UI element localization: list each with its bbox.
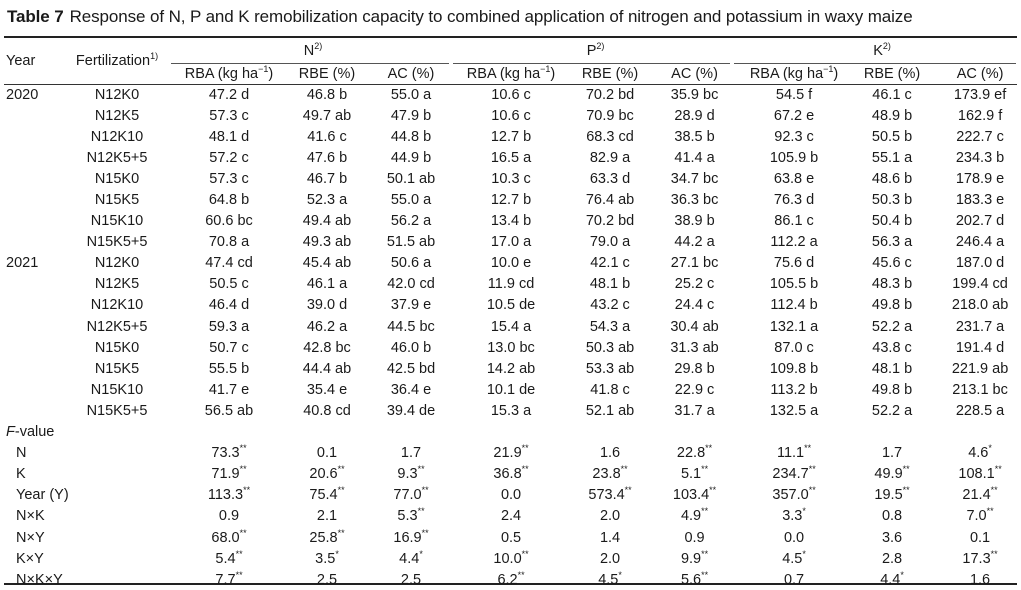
value-cell: 63.3 d <box>589 170 631 187</box>
fvalue-row <box>4 548 1021 569</box>
year-cell: 2021 <box>6 255 39 272</box>
col-rbe-header: RBE (%) <box>298 65 356 82</box>
value-cell: 113.2 b <box>770 381 818 398</box>
table-row <box>4 379 1021 400</box>
fertilization-cell: N12K0 <box>94 86 140 103</box>
value-cell: 27.1 bc <box>670 255 719 272</box>
fvalue-cell: 68.0** <box>211 527 247 546</box>
value-cell: 46.1 c <box>872 86 912 103</box>
value-cell: 199.4 cd <box>952 276 1008 293</box>
value-cell: 105.9 b <box>769 149 819 166</box>
value-cell: 60.6 bc <box>205 213 253 230</box>
fvalue-cell: 3.5* <box>315 548 339 567</box>
value-cell: 112.4 b <box>770 297 818 314</box>
value-cell: 52.3 a <box>306 192 348 209</box>
group-header-p: $P^{2)}$ <box>586 40 605 59</box>
value-cell: 35.9 bc <box>670 86 719 103</box>
value-cell: 22.9 c <box>674 381 715 398</box>
value-cell: 46.4 d <box>208 297 250 314</box>
table-row <box>4 316 1021 337</box>
fvalue-cell: 71.9** <box>211 464 247 483</box>
value-cell: 218.0 ab <box>951 297 1009 314</box>
group-header-n: $N^{2)}$ <box>303 40 323 59</box>
fvalue-cell: 7.0** <box>966 506 994 525</box>
value-cell: 30.4 ab <box>670 318 719 335</box>
fvalue-cell: 4.5* <box>598 569 622 588</box>
value-cell: 59.3 a <box>208 318 250 335</box>
value-cell: 42.5 bd <box>386 360 436 377</box>
value-cell: 50.5 c <box>209 276 249 293</box>
fvalue-cell: 0.1 <box>316 445 338 462</box>
fvalue-cell: 1.4 <box>599 529 621 546</box>
value-cell: 39.4 de <box>386 402 436 419</box>
fvalue-cell: 2.0 <box>599 508 621 525</box>
year-cell <box>4 211 62 232</box>
fvalue-cell: 25.8** <box>309 527 345 546</box>
fvalue-title: F-value <box>6 424 55 441</box>
year-cell <box>4 379 62 400</box>
value-cell: 55.5 b <box>208 360 250 377</box>
value-cell: 31.3 ab <box>670 339 719 356</box>
table-row <box>4 400 1021 421</box>
table-row <box>4 211 1021 232</box>
fertilization-cell: N12K5 <box>94 276 140 293</box>
value-cell: 46.2 a <box>306 318 348 335</box>
value-cell: 10.6 c <box>491 107 531 124</box>
value-cell: 50.7 c <box>209 339 249 356</box>
value-cell: 39.0 d <box>306 297 348 314</box>
fvalue-cell: 2.0 <box>599 550 621 567</box>
value-cell: 68.3 cd <box>586 128 634 145</box>
fvalue-cell: 234.7** <box>772 464 816 483</box>
fertilization-cell: N12K10 <box>90 128 144 145</box>
fvalue-cell: 4.6* <box>968 443 992 462</box>
fvalue-cell: 9.9** <box>680 548 709 567</box>
value-cell: 48.1 d <box>208 128 250 145</box>
value-cell: 202.7 d <box>955 213 1005 230</box>
value-cell: 42.1 c <box>590 255 630 272</box>
fvalue-cell: 113.3** <box>207 485 251 504</box>
value-cell: 48.1 b <box>589 276 631 293</box>
value-cell: 70.9 bc <box>586 107 634 124</box>
value-cell: 53.3 ab <box>585 360 635 377</box>
value-cell: 64.8 b <box>208 192 250 209</box>
value-cell: 52.2 a <box>871 318 913 335</box>
table-row <box>4 337 1021 358</box>
value-cell: 50.3 ab <box>585 339 635 356</box>
fvalue-source-label: N×K <box>16 508 45 525</box>
year-cell <box>4 274 62 295</box>
fvalue-cell: 4.9** <box>680 506 709 525</box>
value-cell: 13.0 bc <box>487 339 535 356</box>
fvalue-source-label: K <box>16 466 26 483</box>
fvalue-row <box>4 464 1021 485</box>
value-cell: 55.0 a <box>390 86 432 103</box>
value-cell: 14.2 ab <box>486 360 536 377</box>
value-cell: 56.2 a <box>390 213 432 230</box>
fvalue-source-label: N×Y <box>16 529 45 546</box>
year-cell: 2020 <box>6 86 39 103</box>
value-cell: 45.6 c <box>872 255 912 272</box>
year-cell <box>4 295 62 316</box>
fvalue-cell: 77.0** <box>393 485 429 504</box>
value-cell: 47.2 d <box>208 86 250 103</box>
value-cell: 178.9 e <box>955 170 1005 187</box>
table-row <box>4 189 1021 210</box>
fvalue-cell: 4.4* <box>880 569 904 588</box>
fvalue-cell: 7.7** <box>215 569 243 588</box>
col-rbe-header: RBE (%) <box>581 65 639 82</box>
table-row <box>4 253 1021 274</box>
data-table <box>4 38 1021 590</box>
fvalue-cell: 2.1 <box>316 508 338 525</box>
value-cell: 132.1 a <box>769 318 819 335</box>
fvalue-cell: 5.4** <box>215 548 243 567</box>
col-ac-header: AC (%) <box>956 65 1004 82</box>
value-cell: 44.5 bc <box>387 318 435 335</box>
fertilization-cell: N12K5+5 <box>86 318 148 335</box>
fertilization-cell: N15K0 <box>94 170 140 187</box>
value-cell: 52.2 a <box>871 402 913 419</box>
value-cell: 12.7 b <box>490 128 532 145</box>
value-cell: 10.1 de <box>486 381 536 398</box>
fertilization-cell: N15K5 <box>94 192 140 209</box>
fvalue-cell: 0.0 <box>783 529 805 546</box>
value-cell: 105.5 b <box>769 276 819 293</box>
fvalue-row <box>4 527 1021 548</box>
value-cell: 49.8 b <box>871 381 913 398</box>
fvalue-cell: 2.8 <box>881 550 903 567</box>
fvalue-cell: 103.4** <box>672 485 717 504</box>
col-ac-header: AC (%) <box>671 65 718 82</box>
value-cell: 12.7 b <box>490 192 532 209</box>
value-cell: 37.9 e <box>390 297 432 314</box>
fertilization-cell: N15K0 <box>94 339 140 356</box>
col-ac-header: AC (%) <box>387 65 435 82</box>
value-cell: 15.3 a <box>490 402 532 419</box>
group-header-k: $K^{2)}$ <box>873 40 891 59</box>
year-cell <box>4 126 62 147</box>
year-cell <box>4 168 62 189</box>
value-cell: 49.8 b <box>871 297 913 314</box>
table-caption <box>7 7 913 27</box>
value-cell: 51.5 ab <box>386 234 436 251</box>
value-cell: 112.2 a <box>770 234 818 251</box>
value-cell: 31.7 a <box>674 402 715 419</box>
value-cell: 234.3 b <box>955 149 1005 166</box>
col-rba-header: RBA (kg $ha^{-1}$) <box>466 63 556 82</box>
value-cell: 50.1 ab <box>386 170 436 187</box>
value-cell: 87.0 c <box>774 339 814 356</box>
value-cell: 41.6 c <box>307 128 347 145</box>
value-cell: 54.5 f <box>775 86 813 103</box>
value-cell: 228.5 a <box>955 402 1005 419</box>
fvalue-title-row <box>4 422 1021 443</box>
value-cell: 44.9 b <box>390 149 432 166</box>
value-cell: 162.9 f <box>957 107 1003 124</box>
value-cell: 38.5 b <box>674 128 715 145</box>
table-row <box>4 232 1021 253</box>
fvalue-cell: 22.8** <box>676 443 713 462</box>
fvalue-cell: 19.5** <box>874 485 910 504</box>
fvalue-cell: 75.4** <box>309 485 345 504</box>
value-cell: 13.4 b <box>490 213 532 230</box>
value-cell: 17.0 a <box>490 234 532 251</box>
value-cell: 46.1 a <box>306 276 348 293</box>
table-row <box>4 126 1021 147</box>
fertilization-cell: N15K10 <box>90 381 144 398</box>
value-cell: 38.9 b <box>674 213 715 230</box>
year-cell <box>4 400 62 421</box>
fvalue-source-label: K×Y <box>16 550 44 567</box>
value-cell: 10.6 c <box>491 86 531 103</box>
value-cell: 213.1 bc <box>952 381 1008 398</box>
fertilization-cell: N15K5+5 <box>86 402 148 419</box>
fvalue-source-label: N <box>16 445 27 462</box>
fvalue-cell: 21.9** <box>493 443 529 462</box>
value-cell: 45.4 ab <box>302 255 352 272</box>
value-cell: 43.8 c <box>872 339 912 356</box>
value-cell: 52.1 ab <box>585 402 635 419</box>
fvalue-row <box>4 443 1021 464</box>
table-row <box>4 147 1021 168</box>
value-cell: 24.4 c <box>674 297 715 314</box>
fvalue-cell: 0.9 <box>684 529 705 546</box>
fvalue-source-label: Year (Y) <box>16 487 69 504</box>
value-cell: 246.4 a <box>955 234 1005 251</box>
value-cell: 10.3 c <box>491 170 531 187</box>
value-cell: 221.9 ab <box>951 360 1009 377</box>
fvalue-cell: 2.4 <box>500 508 522 525</box>
col-rba-header: RBA (kg $ha^{-1}$) <box>749 63 839 82</box>
fertilization-cell: N12K10 <box>90 297 144 314</box>
value-cell: 36.3 bc <box>670 192 719 209</box>
fertilization-cell: N12K5 <box>94 107 140 124</box>
value-cell: 70.2 bd <box>585 213 635 230</box>
value-cell: 47.6 b <box>306 149 348 166</box>
value-cell: 15.4 a <box>490 318 532 335</box>
value-cell: 183.3 e <box>955 192 1005 209</box>
value-cell: 231.7 a <box>955 318 1005 335</box>
value-cell: 41.8 c <box>590 381 630 398</box>
table-row <box>4 295 1021 316</box>
value-cell: 50.4 b <box>871 213 913 230</box>
fertilization-cell: N12K0 <box>94 255 140 272</box>
fertilization-cell: N15K5+5 <box>86 234 148 251</box>
fvalue-cell: 10.0** <box>493 548 529 567</box>
fvalue-cell: 1.7 <box>881 445 903 462</box>
value-cell: 44.4 ab <box>302 360 352 377</box>
fvalue-cell: 5.1** <box>680 464 709 483</box>
year-cell <box>4 232 62 253</box>
fvalue-cell: 5.6** <box>680 569 709 588</box>
fvalue-cell: 2.5 <box>400 571 422 588</box>
fvalue-cell: 357.0** <box>772 485 816 504</box>
value-cell: 41.4 a <box>674 149 715 166</box>
value-cell: 82.9 a <box>589 149 631 166</box>
table-row <box>4 168 1021 189</box>
value-cell: 109.8 b <box>769 360 819 377</box>
fvalue-cell: 73.3** <box>211 443 247 462</box>
value-cell: 46.0 b <box>390 339 432 356</box>
fvalue-cell: 9.3** <box>397 464 425 483</box>
fvalue-cell: 0.5 <box>500 529 522 546</box>
value-cell: 44.8 b <box>390 128 432 145</box>
fvalue-cell: 16.9** <box>393 527 429 546</box>
year-cell <box>4 105 62 126</box>
value-cell: 34.7 bc <box>670 170 719 187</box>
value-cell: 29.8 b <box>674 360 715 377</box>
fvalue-cell: 11.1** <box>776 443 812 462</box>
fvalue-cell: 17.3** <box>962 548 998 567</box>
value-cell: 25.2 c <box>674 276 715 293</box>
fvalue-cell: 3.3* <box>782 506 806 525</box>
value-cell: 43.2 c <box>590 297 630 314</box>
value-cell: 36.4 e <box>390 381 432 398</box>
value-cell: 42.8 bc <box>303 339 351 356</box>
year-cell <box>4 147 62 168</box>
fertilization-header: Fertilization$^{1)}$ <box>75 51 159 69</box>
value-cell: 50.3 b <box>871 192 913 209</box>
fvalue-cell: 21.4** <box>962 485 998 504</box>
value-cell: 28.9 d <box>674 107 715 124</box>
value-cell: 57.2 c <box>209 149 249 166</box>
value-cell: 76.4 ab <box>585 192 635 209</box>
value-cell: 46.8 b <box>306 86 348 103</box>
value-cell: 48.9 b <box>871 107 913 124</box>
fvalue-cell: 36.8** <box>493 464 529 483</box>
value-cell: 41.7 e <box>208 381 250 398</box>
value-cell: 191.4 d <box>955 339 1005 356</box>
year-cell <box>4 337 62 358</box>
fertilization-cell: N15K10 <box>90 213 144 230</box>
fvalue-cell: 0.8 <box>881 508 903 525</box>
fvalue-cell: 1.6 <box>969 571 991 588</box>
value-cell: 48.1 b <box>871 360 913 377</box>
fvalue-cell: 108.1** <box>958 464 1002 483</box>
fvalue-cell: 4.5* <box>782 548 806 567</box>
fvalue-source-label: N×K×Y <box>16 571 63 588</box>
value-cell: 132.5 a <box>769 402 819 419</box>
value-cell: 57.3 c <box>209 107 249 124</box>
value-cell: 46.7 b <box>306 170 348 187</box>
fvalue-row <box>4 569 1021 590</box>
value-cell: 92.3 c <box>774 128 814 145</box>
value-cell: 16.5 a <box>490 149 532 166</box>
value-cell: 54.3 a <box>589 318 631 335</box>
value-cell: 70.2 bd <box>585 86 635 103</box>
value-cell: 47.9 b <box>390 107 432 124</box>
value-cell: 10.5 de <box>486 297 536 314</box>
table-label: Table 7 <box>7 7 64 26</box>
value-cell: 70.8 a <box>208 234 250 251</box>
fertilization-cell: N12K5+5 <box>86 149 148 166</box>
fvalue-cell: 20.6** <box>309 464 345 483</box>
year-cell <box>4 189 62 210</box>
value-cell: 55.1 a <box>871 149 913 166</box>
fvalue-row <box>4 485 1021 506</box>
fvalue-cell: 0.1 <box>969 529 991 546</box>
value-cell: 49.4 ab <box>302 213 352 230</box>
fvalue-cell: 49.9** <box>874 464 910 483</box>
value-cell: 35.4 e <box>306 381 348 398</box>
fvalue-cell: 23.8** <box>592 464 628 483</box>
fvalue-cell: 0.0 <box>500 487 522 504</box>
value-cell: 173.9 ef <box>953 86 1007 103</box>
value-cell: 187.0 d <box>955 255 1005 272</box>
fvalue-row <box>4 506 1021 527</box>
year-cell <box>4 358 62 379</box>
value-cell: 49.3 ab <box>302 234 352 251</box>
fvalue-cell: 2.5 <box>316 571 338 588</box>
year-cell <box>4 316 62 337</box>
value-cell: 10.0 e <box>490 255 532 272</box>
fvalue-cell: 573.4** <box>588 485 632 504</box>
value-cell: 47.4 cd <box>205 255 253 272</box>
value-cell: 42.0 cd <box>387 276 435 293</box>
fvalue-cell: 1.7 <box>400 445 422 462</box>
fvalue-cell: 3.6 <box>881 529 903 546</box>
value-cell: 75.6 d <box>773 255 815 272</box>
value-cell: 86.1 c <box>774 213 814 230</box>
value-cell: 63.8 e <box>773 170 815 187</box>
table-row <box>4 84 1021 105</box>
value-cell: 222.7 c <box>956 128 1004 145</box>
value-cell: 76.3 d <box>773 192 815 209</box>
table-row <box>4 105 1021 126</box>
value-cell: 48.3 b <box>871 276 913 293</box>
fvalue-cell: 0.9 <box>218 508 240 525</box>
fertilization-cell: N15K5 <box>94 360 140 377</box>
fvalue-cell: 6.2** <box>497 569 525 588</box>
col-rba-header: RBA (kg $ha^{-1}$) <box>184 63 274 82</box>
value-cell: 44.2 a <box>674 234 715 251</box>
value-cell: 79.0 a <box>589 234 631 251</box>
fvalue-cell: 1.6 <box>599 445 621 462</box>
value-cell: 11.9 cd <box>487 276 535 293</box>
value-cell: 48.6 b <box>871 170 913 187</box>
col-rbe-header: RBE (%) <box>863 65 921 82</box>
value-cell: 67.2 e <box>773 107 815 124</box>
table-title: Response of N, P and K remobilization capacity to combined application of nitrogen and potassium in waxy maize <box>69 7 913 26</box>
value-cell: 56.5 ab <box>204 402 254 419</box>
value-cell: 40.8 cd <box>303 402 351 419</box>
table-row <box>4 274 1021 295</box>
fvalue-cell: 5.3** <box>397 506 425 525</box>
table-row <box>4 358 1021 379</box>
value-cell: 50.5 b <box>871 128 913 145</box>
fvalue-cell: 0.7 <box>783 571 805 588</box>
year-header: Year <box>6 53 36 69</box>
value-cell: 57.3 c <box>209 170 249 187</box>
value-cell: 55.0 a <box>390 192 432 209</box>
value-cell: 50.6 a <box>390 255 432 272</box>
value-cell: 49.7 ab <box>302 107 352 124</box>
value-cell: 56.3 a <box>871 234 913 251</box>
fvalue-cell: 4.4* <box>399 548 423 567</box>
